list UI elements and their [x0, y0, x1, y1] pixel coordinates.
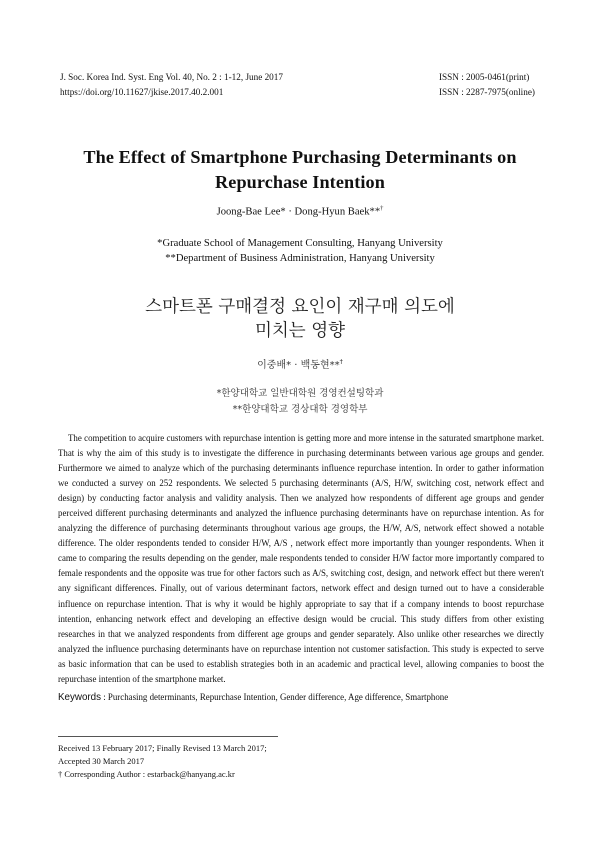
keywords — [58, 692, 544, 703]
korean-title-line-1: 스마트폰 구매결정 요인이 재구매 의도에 — [145, 297, 455, 317]
title-line-1: The Effect of Smartphone Purchasing Determinants on — [83, 147, 517, 167]
title-line-2: Repurchase Intention — [215, 172, 385, 192]
korean-affiliation-2: **한양대학교 경상대학 경영학부 — [232, 404, 368, 415]
affiliations — [0, 236, 600, 266]
korean-authors-text: 이중배* · 백동현** — [257, 360, 340, 371]
korean-affiliation-1: *한양대학교 일반대학원 경영컨설팅학과 — [216, 388, 384, 399]
footnote-divider — [58, 736, 278, 737]
korean-affiliations — [0, 386, 600, 418]
issn-block — [439, 70, 535, 100]
korean-corresponding-mark: † — [339, 357, 343, 366]
keywords-label: Keywords — [58, 692, 102, 703]
corresponding-author — [58, 768, 478, 781]
korean-authors — [0, 356, 600, 371]
corresponding-email: Corresponding Author : estarback@hanyang.ac.kr — [62, 769, 235, 779]
authors-text: Joong-Bae Lee* · Dong-Hyun Baek** — [216, 206, 381, 218]
author-list — [0, 205, 600, 218]
issn-online: ISSN : 2287-7975(online) — [439, 87, 535, 97]
paper-title — [40, 145, 560, 195]
received-date: Received 13 February 2017; Finally Revised 13 March 2017; — [58, 743, 267, 753]
abstract-text: The competition to acquire customers with repurchase intention is getting more and more intense in the saturated smartphone market. That is why the aim of this study is to investigate the difference in purchasing determinants between various age groups and gender. Furthermore we aimed to analyze which of the purchasing determinants influence repurchase intention. In order to gather information we conducted a survey on 252 respondents. We selected 5 purchasing determinants (A/S, H/W, switching cost, network effect and design) by conducting factor analysis and validity analysis. Then we analyzed how respondents of different age groups and gender perceived different purchasing determinants and analyzed the influence purchasing determinants have on repurchase intention. As for analyzing the difference of purchasing determinants throughout various age groups, the H/W, A/S, network effect showed a notable difference. The older respondents tended to consider H/W, A/S , network effect more importantly than younger respondents. When it came to comparing the results depending on the gender, male respondents tended to consider H/W factor more importantly compared to female respondents and the opposite was true for other factors such as A/S, switching cost, design, and network effect but there weren't any significant differences. Finally, out of various determinant factors, network effect and design turned out to have a considerable influence on repurchase intention. That is why it would be highly appropriate to say that if a company intends to boost repurchase intention, enhancing network effect and developing an effective design would be crucial. This study differs from other existing researches in that we analyzed respondents from different age groups and gender separately. Also unlike other researches we directly analyzed the influence purchasing determinants have on repurchase intention not customer satisfaction. This study is expected to serve as basic information that can be used to establish strategies both in an academic and practical level, allowing companies to boost the repurchase intention of the smartphone market. — [58, 433, 544, 684]
issn-print: ISSN : 2005-0461(print) — [439, 72, 530, 82]
doi-link[interactable]: https://doi.org/10.11627/jkise.2017.40.2.001 — [60, 87, 224, 97]
korean-title-line-2: 미치는 영향 — [254, 321, 346, 341]
accepted-date: Accepted 30 March 2017 — [58, 756, 145, 766]
korean-title — [60, 295, 540, 343]
affiliation-2: **Department of Business Administration, Hanyang University — [165, 253, 435, 264]
keywords-list: Purchasing determinants, Repurchase Intention, Gender difference, Age difference, Smartphone — [107, 692, 449, 702]
journal-citation: J. Soc. Korea Ind. Syst. Eng Vol. 40, No. 2 : 1-12, June 2017 — [60, 72, 283, 82]
affiliation-1: *Graduate School of Management Consulting, Hanyang University — [157, 238, 443, 249]
journal-header — [60, 70, 283, 100]
corresponding-mark: † — [380, 205, 384, 212]
footnotes — [58, 742, 478, 781]
dagger-mark: † — [58, 769, 63, 779]
keywords-separator: : — [101, 692, 108, 702]
